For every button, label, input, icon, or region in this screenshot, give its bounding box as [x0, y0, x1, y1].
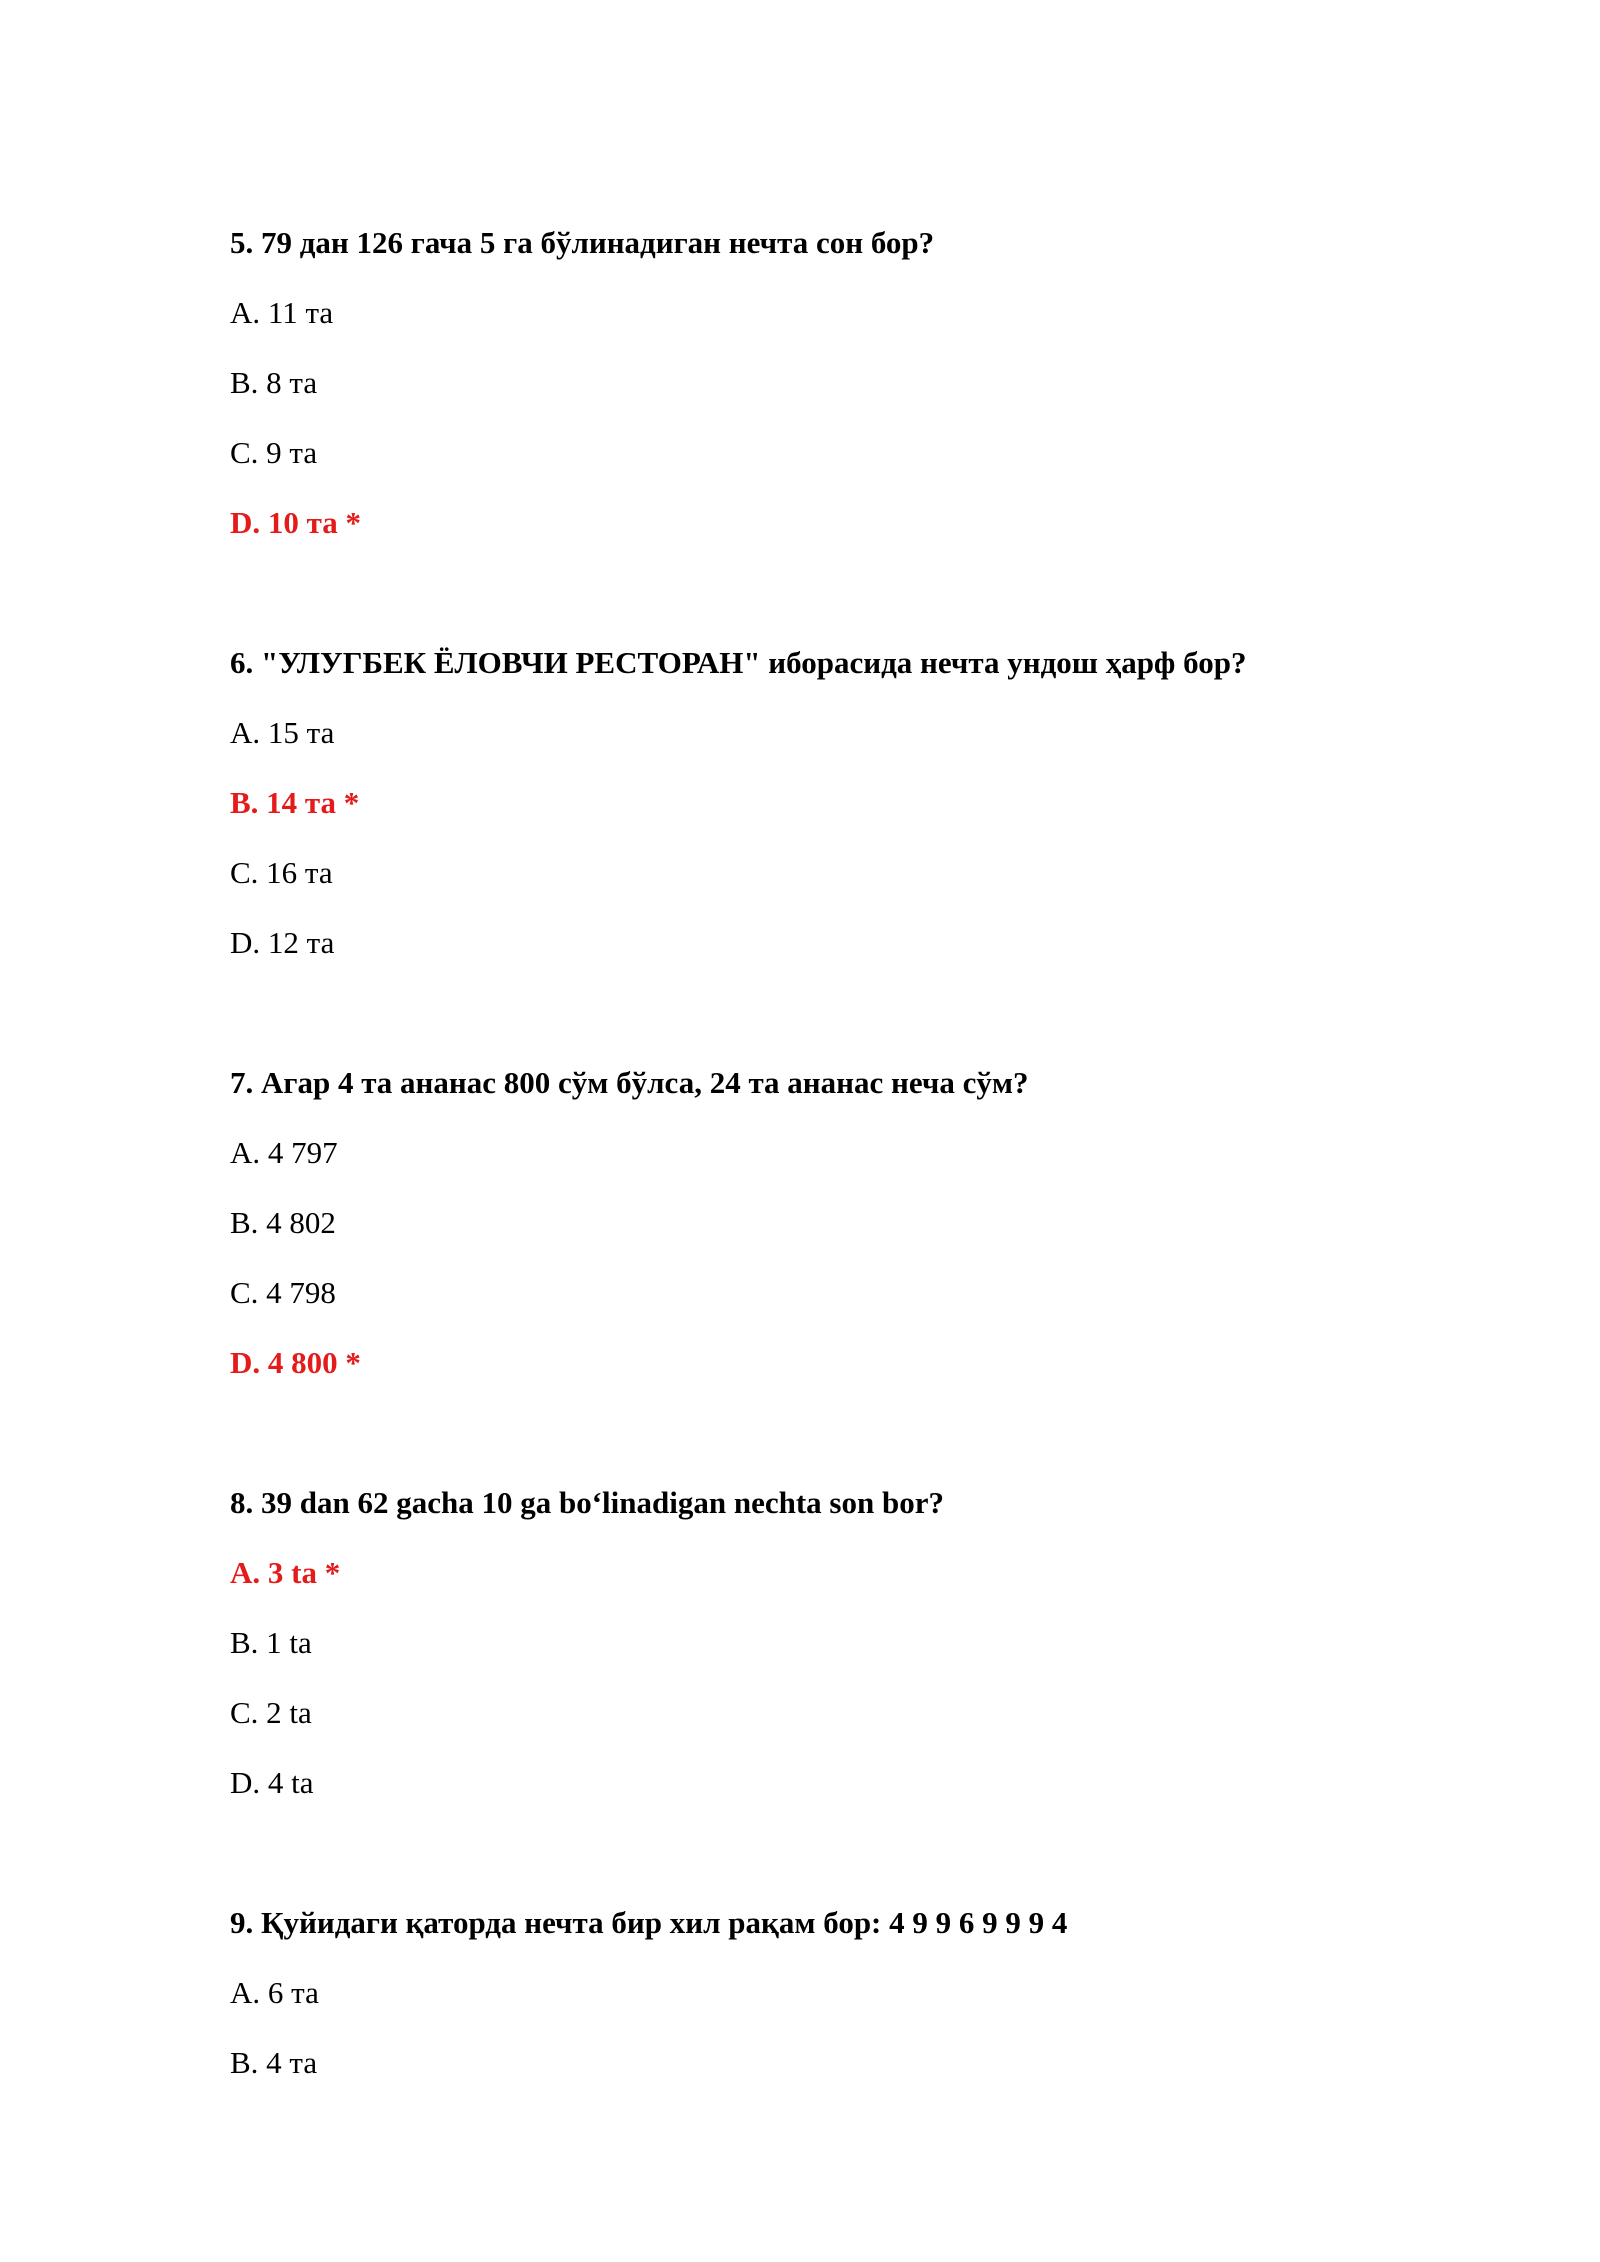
question-7: [230, 1058, 1430, 1388]
question-6: [230, 638, 1430, 968]
spacer: [230, 988, 1430, 1058]
answer-option-d: D. 10 та *: [230, 505, 361, 540]
answer-option-c: C. 9 та: [230, 435, 318, 470]
answer-option-c: C. 16 та: [230, 855, 333, 890]
spacer: [230, 1408, 1430, 1478]
spacer: [230, 1828, 1430, 1898]
answer-option-d: D. 4 800 *: [230, 1345, 361, 1380]
answer-option-b: B. 1 ta: [230, 1625, 312, 1660]
answer-option-b: B. 8 та: [230, 365, 318, 400]
answer-option-a: A. 6 та: [230, 1975, 319, 2010]
answer-option-d: D. 12 та: [230, 925, 335, 960]
answer-option-b: B. 14 та *: [230, 785, 360, 820]
answer-option-a: A. 15 та: [230, 715, 335, 750]
answer-option-b: B. 4 та: [230, 2045, 318, 2080]
question-text: 8. 39 dan 62 gacha 10 ga bo‘linadigan nechta son bor?: [230, 1485, 944, 1520]
question-5: [230, 218, 1430, 548]
answer-option-b: B. 4 802: [230, 1205, 336, 1240]
question-text: 6. "УЛУГБЕК ЁЛОВЧИ РЕСТОРАН" иборасида нечта ундош ҳарф бор?: [230, 645, 1247, 680]
answer-option-a: A. 11 та: [230, 295, 334, 330]
quiz-page: [230, 218, 1430, 2108]
question-8: [230, 1478, 1430, 1808]
answer-option-d: D. 4 ta: [230, 1765, 314, 1800]
question-text: 7. Агар 4 та ананас 800 сўм бўлса, 24 та ананас неча сўм?: [230, 1065, 1029, 1100]
spacer: [230, 568, 1430, 638]
question-9: [230, 1898, 1430, 2088]
answer-option-a: A. 4 797: [230, 1135, 338, 1170]
answer-option-c: C. 2 ta: [230, 1695, 312, 1730]
question-text: 5. 79 дан 126 гача 5 га бўлинадиган нечта сон бор?: [230, 225, 935, 260]
answer-option-c: C. 4 798: [230, 1275, 336, 1310]
answer-option-a: A. 3 ta *: [230, 1555, 341, 1590]
question-text: 9. Қуйидаги қаторда нечта бир хил рақам бор: 4 9 9 6 9 9 9 4: [230, 1905, 1068, 1940]
